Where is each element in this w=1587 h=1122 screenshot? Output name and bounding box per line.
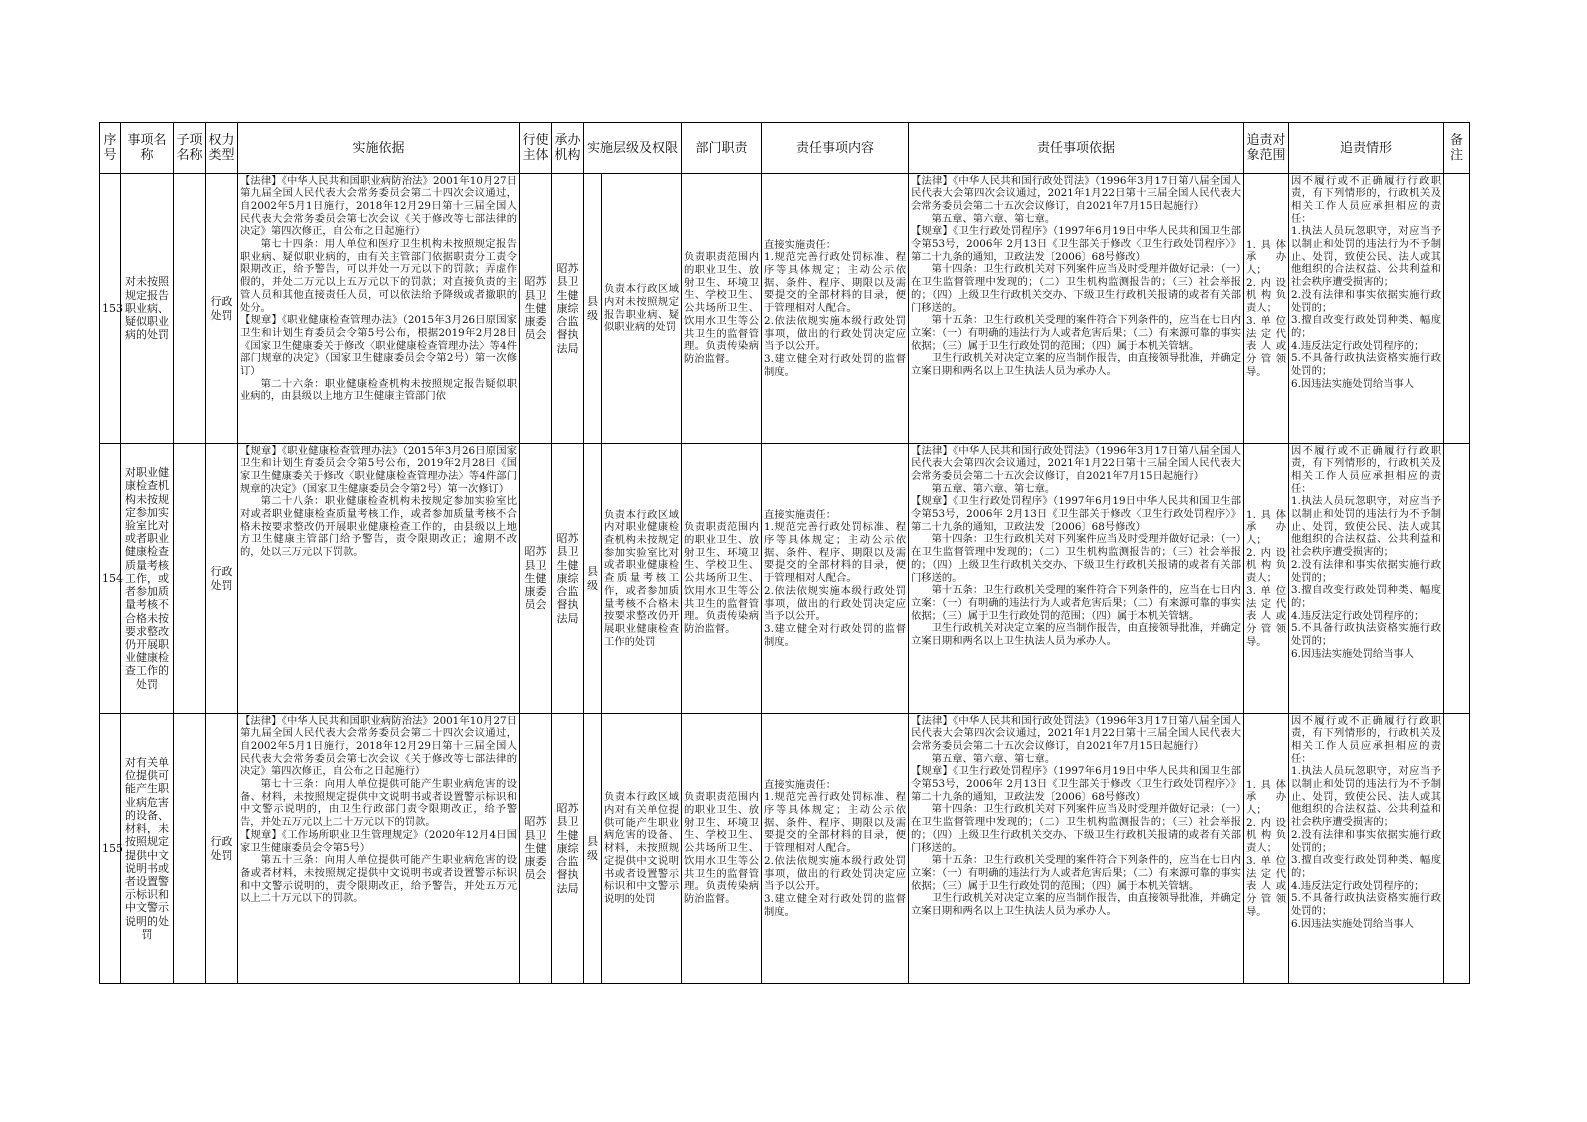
row-number: 153: [100, 174, 121, 444]
paragraph: 第十四条：卫生行政机关对下列案件应当及时受理并做好记录：（一）在卫生监督管理中发现的；（二）卫生机构监测报告的；（三）社会举报的；（四）上级卫生行政机关交办、下级卫生行政机关报请的或者有关部门移送的。: [911, 533, 1242, 584]
item-name: 对职业健康检查机构未按规定参加实验室比对或者职业健康检查质量考核工作，或者参加质量考核不合格未按要求整改仍开展职业健康检查工作的处罚: [121, 444, 174, 714]
responsibility-basis: [909, 444, 1244, 714]
paragraph: 第七十三条：向用人单位提供可能产生职业病危害的设备、材料，未按照规定提供中文说明书或者设置警示标识和中文警示说明的，由卫生行政部门责令限期改正，给予警告，并处五万元以上二十万元以下的罚款。: [240, 778, 517, 829]
table-row: [100, 444, 1470, 714]
executing-subject: 昭苏县卫生健康委员会: [520, 174, 552, 444]
power-type: 行政处罚: [206, 174, 238, 444]
paragraph: 第五章、第六章、第七章。: [931, 752, 1056, 765]
paragraph: 【法律】《中华人民共和国职业病防治法》2001年10月27日第九届全国人民代表大会常务委员会第二十四次会议通过，自2002年5月1日施行，2018年12月29日第十三届全国人民代表大会常务委员会第七次会议《关于修改等七部法律的决定》第四次修正，自公布之日起施行）: [240, 174, 517, 238]
table-row: [100, 714, 1470, 984]
implementation-basis: [238, 174, 520, 444]
header-basis: 实施依据: [238, 123, 520, 174]
header-subject: 行使主体: [520, 123, 552, 174]
paragraph: 卫生行政机关对决定立案的应当制作报告，由直接领导批准，并确定立案日期和两名以上卫生执法人员为承办人。: [911, 892, 1242, 918]
implementation-scope: 负责本行政区域内对职业健康检查机构未按规定参加实验室比对或者职业健康检查质量考核工作，或者参加质量考核不合格未按要求整改仍开展职业健康检查工作的处罚: [602, 444, 682, 714]
implementation-scope: 负责本行政区域内对未按照规定报告职业病、疑似职业病的处罚: [602, 174, 682, 444]
responsibility-table: [99, 122, 1470, 984]
header-sub: 子项名称: [174, 123, 206, 174]
responsibility-basis: [909, 174, 1244, 444]
header-type: 权力类型: [206, 123, 238, 174]
department-duty: 负责职责范围内的职业卫生、放射卫生、环境卫生、学校卫生、公共场所卫生、饮用水卫生等公共卫生的监督管理。负责传染病防治监督。: [682, 174, 762, 444]
paragraph: 【法律】《中华人民共和国行政处罚法》（1996年3月17日第八届全国人民代表大会第四次会议通过，2021年1月22日第十三届全国人民代表大会常务委员会第二十五次会议修订，自2021年7月15日起施行）: [911, 714, 1242, 752]
accountability-situation: 因不履行或不正确履行行政职责，有下列情形的，行政机关及相关工作人员应承担相应的责任： 1.执法人员玩忽职守，对应当予以制止和处罚的违法行为不予制止、处罚，致使公民、法人或其他组织的合法权益、公共利益和社会秩序遭受损害的； 2.没有法律和事实依据实施行政处罚的； 3.擅自改变行政处罚种类、幅度的； 4.违反法定行政处罚程序的； 5.不具备行政执法资格实施行政处罚的； 6.因违法实施处罚给当事人: [1289, 444, 1444, 714]
responsibility-basis: [909, 714, 1244, 984]
item-name: 对有关单位提供可能产生职业病危害的设备、材料，未按照规定提供中文说明书或者设置警示标识和中文警示说明的处罚: [121, 714, 174, 984]
accountability-situation: 因不履行或不正确履行行政职责，有下列情形的，行政机关及相关工作人员应承担相应的责任： 1.执法人员玩忽职守，对应当予以制止和处罚的违法行为不予制止、处罚，致使公民、法人或其他组织的合法权益、公共利益和社会秩序遭受损害的； 2.没有法律和事实依据实施行政处罚的； 3.擅自改变行政处罚种类、幅度的； 4.违反法定行政处罚程序的； 5.不具备行政执法资格实施行政处罚的； 6.因违法实施处罚给当事人: [1289, 174, 1444, 444]
paragraph: 第十五条：卫生行政机关受理的案件符合下列条件的，应当在七日内立案：（一）有明确的违法行为人或者危害后果；（二）有来源可靠的事实依据；（三）属于卫生行政处罚的范围；（四）属于本机关管辖。: [911, 314, 1242, 352]
implementation-level: 县级: [584, 714, 602, 984]
paragraph: 【法律】《中华人民共和国职业病防治法》2001年10月27日第九届全国人民代表大会常务委员会第二十四次会议通过，自2002年5月1日施行，2018年12月29日第十三届全国人民代表大会常务委员会第七次会议《关于修改等七部法律的决定》第四次修正，自公布之日起施行）: [240, 714, 517, 778]
paragraph: 卫生行政机关对决定立案的应当制作报告，由直接领导批准，并确定立案日期和两名以上卫生执法人员为承办人。: [911, 622, 1242, 648]
header-remark: 备注: [1444, 123, 1470, 174]
implementation-basis: [238, 714, 520, 984]
implementation-level: 县级: [584, 174, 602, 444]
paragraph: 第十五条：卫生行政机关受理的案件符合下列条件的，应当在七日内立案：（一）有明确的违法行为人或者危害后果；（二）有来源可靠的事实依据；（三）属于卫生行政处罚的范围；（四）属于本机关管辖。: [911, 854, 1242, 892]
remark: [1444, 444, 1470, 714]
paragraph: 第十四条：卫生行政机关对下列案件应当及时受理并做好记录：（一）在卫生监督管理中发现的；（二）卫生机构监测报告的；（三）社会举报的；（四）上级卫生行政机关交办、下级卫生行政机关报请的或者有关部门移送的。: [911, 263, 1242, 314]
paragraph: 【规章】《卫生行政处罚程序》（1997年6月19日中华人民共和国卫生部令第53号，2006年 2月13日《卫生部关于修改〈卫生行政处罚程序〉》第二十九条的通知，卫政法发〔2006〕68号修改）: [911, 225, 1242, 263]
handling-agency: 昭苏县卫生健康综合监督执法局: [552, 174, 584, 444]
department-duty: 负责职责范围内的职业卫生、放射卫生、环境卫生、学校卫生、公共场所卫生、饮用水卫生等公共卫生的监督管理。负责传染病防治监督。: [682, 714, 762, 984]
header-duty: 部门职责: [682, 123, 762, 174]
sub-item-name: [174, 444, 206, 714]
handling-agency: 昭苏县卫生健康综合监督执法局: [552, 444, 584, 714]
row-number: 154: [100, 444, 121, 714]
executing-subject: 昭苏县卫生健康委员会: [520, 444, 552, 714]
implementation-basis: [238, 444, 520, 714]
paragraph: 卫生行政机关对决定立案的应当制作报告，由直接领导批准，并确定立案日期和两名以上卫生执法人员为承办人。: [911, 352, 1242, 378]
header-no: 序号: [100, 123, 121, 174]
header-resp-basis: 责任事项依据: [909, 123, 1244, 174]
paragraph: 【规章】《职业健康检查管理办法》（2015年3月26日原国家卫生和计划生育委员会令第5号公布，2019年2月28日《国家卫生健康委关于修改〈职业健康检查管理办法〉等4件部门规章的决定》（国家卫生健康委员会令第2号）第一次修订）: [240, 444, 517, 495]
paragraph: 第十四条：卫生行政机关对下列案件应当及时受理并做好记录：（一）在卫生监督管理中发现的；（二）卫生机构监测报告的；（三）社会举报的；（四）上级卫生行政机关交办、下级卫生行政机关报请的或者有关部门移送的。: [911, 803, 1242, 854]
responsibility-content: 直接实施责任： 1.规范完善行政处罚标准、程序等具体规定；主动公示依据、条件、程序、期限以及需要提交的全部材料的目录，便于管理相对人配合。 2.依法依规实施本级行政处罚事项，做出的行政处罚决定应当予以公开。 3.建立健全对行政处罚的监督制度。: [762, 174, 909, 444]
power-type: 行政处罚: [206, 714, 238, 984]
accountability-target: 1.具体承办人； 2.内设机构负责人； 3.单位法定代表人或分管领导。: [1244, 714, 1289, 984]
paragraph: 【法律】《中华人民共和国行政处罚法》（1996年3月17日第八届全国人民代表大会第四次会议通过，2021年1月22日第十三届全国人民代表大会常务委员会第二十五次会议修订，自2021年7月15日起施行）: [911, 174, 1242, 212]
item-name: 对未按照规定报告职业病、疑似职业病的处罚: [121, 174, 174, 444]
paragraph: 第七十四条：用人单位和医疗卫生机构未按照规定报告职业病、疑似职业病的，由有关主管部门依据职责分工责令限期改正，给予警告，可以并处一万元以下的罚款；弄虚作假的，并处二万元以上五万元以下的罚款；对直接负责的主管人员和其他直接责任人员，可以依法给予降级或者撤职的处分。: [240, 238, 517, 314]
paragraph: 【法律】《中华人民共和国行政处罚法》（1996年3月17日第八届全国人民代表大会第四次会议通过，2021年1月22日第十三届全国人民代表大会常务委员会第二十五次会议修订，自2021年7月15日起施行）: [911, 444, 1242, 482]
header-content: 责任事项内容: [762, 123, 909, 174]
accountability-target: 1.具体承办人； 2.内设机构负责人； 3.单位法定代表人或分管领导。: [1244, 174, 1289, 444]
row-number: 155: [100, 714, 121, 984]
handling-agency: 昭苏县卫生健康综合监督执法局: [552, 714, 584, 984]
paragraph: 第五十三条：向用人单位提供可能产生职业病危害的设备或者材料，未按照规定提供中文说明书或者设置警示标识和中文警示说明的，责令限期改正，给予警告，并处五万元以上二十万元以下的罚款。: [240, 854, 517, 905]
paragraph: 【规章】《卫生行政处罚程序》（1997年6月19日中华人民共和国卫生部令第53号，2006年 2月13日《卫生部关于修改〈卫生行政处罚程序〉》第二十九条的通知，卫政法发〔2006〕68号修改）: [911, 495, 1242, 533]
sub-item-name: [174, 174, 206, 444]
table-body: [100, 174, 1470, 984]
paragraph: 第五章、第六章、第七章。: [931, 482, 1056, 495]
header-row: [100, 123, 1470, 174]
responsibility-content: 直接实施责任： 1.规范完善行政处罚标准、程序等具体规定；主动公示依据、条件、程序、期限以及需要提交的全部材料的目录，便于管理相对人配合。 2.依法依规实施本级行政处罚事项，做出的行政处罚决定应当予以公开。 3.建立健全对行政处罚的监督制度。: [762, 444, 909, 714]
paragraph: 第二十八条：职业健康检查机构未按规定参加实验室比对或者职业健康检查质量考核工作，或者参加质量考核不合格未按要求整改仍开展职业健康检查工作的，由县级以上地方卫生健康主管部门给予警告，责令限期改正；逾期不改的，处以三万元以下罚款。: [240, 495, 517, 559]
paragraph: 【规章】《工作场所职业卫生管理规定》（2020年12月4日国家卫生健康委员会令第5号）: [240, 828, 517, 854]
sub-item-name: [174, 714, 206, 984]
implementation-scope: 负责本行政区域内对有关单位提供可能产生职业病危害的设备、材料，未按照规定提供中文说明书或者设置警示标识和中文警示说明的处罚: [602, 714, 682, 984]
accountability-situation: 因不履行或不正确履行行政职责，有下列情形的，行政机关及相关工作人员应承担相应的责任： 1.执法人员玩忽职守，对应当予以制止和处罚的违法行为不予制止、处罚，致使公民、法人或其他组织的合法权益、公共利益和社会秩序遭受损害的； 2.没有法律和事实依据实施行政处罚的； 3.擅自改变行政处罚种类、幅度的； 4.违反法定行政处罚程序的； 5.不具备行政执法资格实施行政处罚的； 6.因违法实施处罚给当事人: [1289, 714, 1444, 984]
paragraph: 第十五条：卫生行政机关受理的案件符合下列条件的，应当在七日内立案：（一）有明确的违法行为人或者危害后果；（二）有来源可靠的事实依据；（三）属于卫生行政处罚的范围；（四）属于本机关管辖。: [911, 584, 1242, 622]
table-row: [100, 174, 1470, 444]
header-situation: 追责情形: [1289, 123, 1444, 174]
header-name: 事项名称: [121, 123, 174, 174]
remark: [1444, 714, 1470, 984]
executing-subject: 昭苏县卫生健康委员会: [520, 714, 552, 984]
accountability-target: 1.具体承办人； 2.内设机构负责人； 3.单位法定代表人或分管领导。: [1244, 444, 1289, 714]
paragraph: 【规章】《职业健康检查管理办法》（2015年3月26日原国家卫生和计划生育委员会令第5号公布，根据2019年2月28日《国家卫生健康委关于修改〈职业健康检查管理办法〉等4件部门规章的决定》（国家卫生健康委员会令第2号）第一次修订）: [240, 314, 517, 378]
responsibility-content: 直接实施责任： 1.规范完善行政处罚标准、程序等具体规定；主动公示依据、条件、程序、期限以及需要提交的全部材料的目录，便于管理相对人配合。 2.依法依规实施本级行政处罚事项，做出的行政处罚决定应当予以公开。 3.建立健全对行政处罚的监督制度。: [762, 714, 909, 984]
header-agency: 承办机构: [552, 123, 584, 174]
paragraph: 【规章】《卫生行政处罚程序》（1997年6月19日中华人民共和国卫生部令第53号，2006年 2月13日《卫生部关于修改〈卫生行政处罚程序〉》第二十九条的通知，卫政法发〔2006〕68号修改）: [911, 765, 1242, 803]
department-duty: 负责职责范围内的职业卫生、放射卫生、环境卫生、学校卫生、公共场所卫生、饮用水卫生等公共卫生的监督管理。负责传染病防治监督。: [682, 444, 762, 714]
power-type: 行政处罚: [206, 444, 238, 714]
header-level: 实施层级及权限: [584, 123, 682, 174]
implementation-level: 县级: [584, 444, 602, 714]
paragraph: 第二十六条：职业健康检查机构未按照规定报告疑似职业病的，由县级以上地方卫生健康主管部门依: [240, 377, 517, 403]
remark: [1444, 174, 1470, 444]
header-target: 追责对象范围: [1244, 123, 1289, 174]
paragraph: 第五章、第六章、第七章。: [931, 212, 1056, 225]
